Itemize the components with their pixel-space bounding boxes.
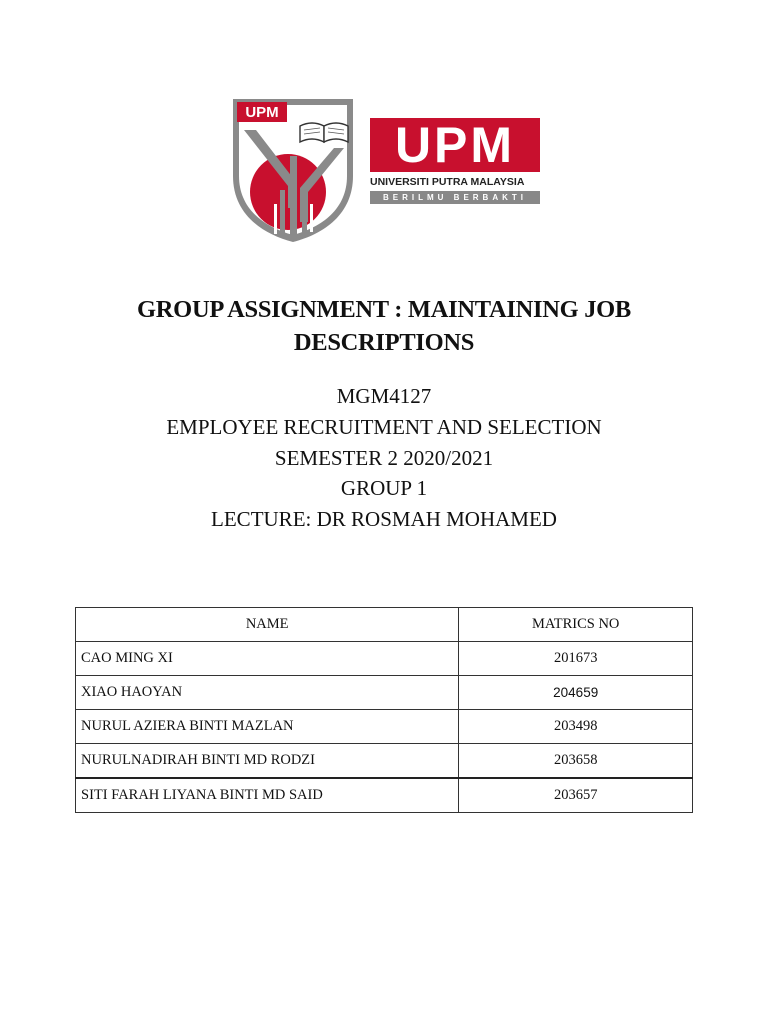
semester: SEMESTER 2 2020/2021 [274,445,494,470]
member-matric: 201673 [459,642,693,676]
member-name: NURUL AZIERA BINTI MAZLAN [76,710,459,744]
member-matric: 203498 [459,710,693,744]
table-row [76,778,693,813]
lecturer: LECTURE: DR ROSMAH MOHAMED [211,507,557,532]
title-line-1: GROUP ASSIGNMENT : MAINTAINING JOB [137,296,631,323]
member-matric: 204659 [459,676,693,710]
upm-shield-emblem [230,96,356,244]
course-code: MGM4127 [336,384,432,408]
header-name: NAME [76,608,459,642]
member-name: XIAO HAOYAN [76,676,459,710]
university-motto: BERILMU BERBAKTI [370,191,540,204]
group-number: GROUP 1 [340,476,428,501]
university-name: UNIVERSITI PUTRA MALAYSIA [370,176,525,188]
members-table [75,607,693,813]
title-line-2: DESCRIPTIONS [293,329,475,356]
book-icon [300,123,348,142]
table-header-row [76,608,693,642]
member-name: CAO MING XI [76,642,459,676]
member-matric: 203658 [459,744,693,779]
shield-upm-text: UPM [245,104,279,121]
table-row [76,744,693,779]
upm-wordmark-text: UPM [370,118,540,172]
university-logo [230,96,542,246]
document-title [60,293,708,359]
header-matric-no: MATRICS NO [459,608,693,642]
member-name: NURULNADIRAH BINTI MD RODZI [76,744,459,779]
table-row [76,676,693,710]
course-name: EMPLOYEE RECRUITMENT AND SELECTION [166,414,602,439]
member-matric: 203657 [459,778,693,813]
upm-wordmark [370,118,540,204]
member-name: SITI FARAH LIYANA BINTI MD SAID [76,778,459,813]
course-info [60,381,708,535]
table-row [76,642,693,676]
table-row [76,710,693,744]
